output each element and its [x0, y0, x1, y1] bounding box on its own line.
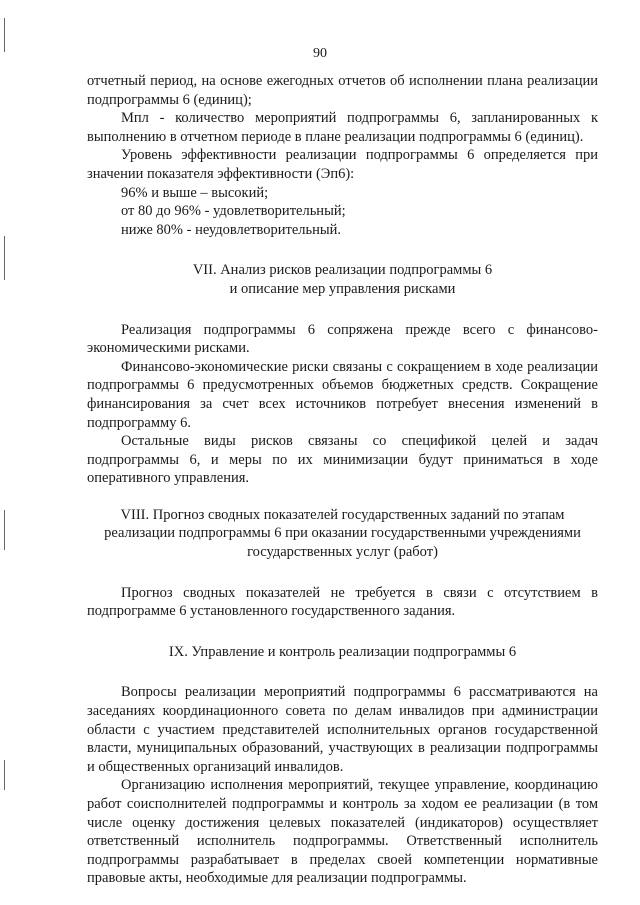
- section-heading: и описание мер управления рисками: [229, 280, 456, 297]
- section-heading: IX. Управление и контроль реализации подпрограммы 6: [168, 643, 517, 660]
- paragraph: Остальные виды рисков связаны со спецификой целей и задач подпрограммы 6, и меры по их минимизации будут приниматься в ходе оперативного управления.: [87, 433, 598, 487]
- section-heading: VII. Анализ рисков реализации подпрограммы 6: [192, 262, 493, 279]
- section-heading: реализации подпрограммы 6 при оказании государственными учреждениями: [104, 525, 581, 542]
- paragraph: Прогноз сводных показателей не требуется в связи с отсутствием в подпрограмме 6 установленного государственного задания.: [87, 584, 598, 620]
- paragraph: Финансово-экономические риски связаны с сокращением в ходе реализации подпрограммы 6 предусмотренных объемов бюджетных средств. Сокращение финансирования за счет всех источников потребует внесения изменений в подпрограмму 6.: [87, 358, 598, 431]
- paragraph: Уровень эффективности реализации подпрограммы 6 определяется при значении показателя эффективности (Эп6):: [87, 147, 598, 182]
- list-item: 96% и выше – высокий;: [121, 184, 269, 201]
- list-item: ниже 80% - неудовлетворительный.: [121, 221, 342, 238]
- section-heading: государственных услуг (работ): [247, 544, 438, 561]
- page-number: 90: [313, 46, 327, 61]
- paragraph: Организацию исполнения мероприятий, текущее управление, координацию работ соисполнителей подпрограммы и контроль за ходом ее реализации (в том числе оценку достижения целевых показателей (индикаторов) осуществляет ответственный исполнитель подпрограммы. Ответственный исполнитель подпрограммы разрабатывает в пределах своей компетенции нормативные правовые акты, необходимые для реализации подпрограммы.: [87, 777, 598, 887]
- scan-edge-mark: [4, 236, 5, 280]
- scan-edge-mark: [4, 760, 5, 790]
- paragraph: Мпл - количество мероприятий подпрограммы 6, запланированных к выполнению в отчетном периоде в плане реализации подпрограммы 6 (единиц).: [87, 110, 598, 145]
- section-heading: VIII. Прогноз сводных показателей государственных заданий по этапам: [120, 506, 565, 523]
- scan-edge-mark: [4, 510, 5, 550]
- paragraph: Реализация подпрограммы 6 сопряжена прежде всего с финансово-экономическими рисками.: [87, 321, 598, 357]
- document-body: [87, 72, 598, 888]
- paragraph: Вопросы реализации мероприятий подпрограммы 6 рассматриваются на заседаниях координационного совета по делам инвалидов при администрации области с участием представителей исполнительных органов государственной власти, муниципальных образований, участвующих в реализации подпрограммы и общественных организаций инвалидов.: [87, 684, 598, 775]
- list-item: от 80 до 96% - удовлетворительный;: [121, 203, 346, 220]
- paragraph: отчетный период, на основе ежегодных отчетов об исполнении плана реализации подпрограммы 6 (единиц);: [87, 73, 598, 108]
